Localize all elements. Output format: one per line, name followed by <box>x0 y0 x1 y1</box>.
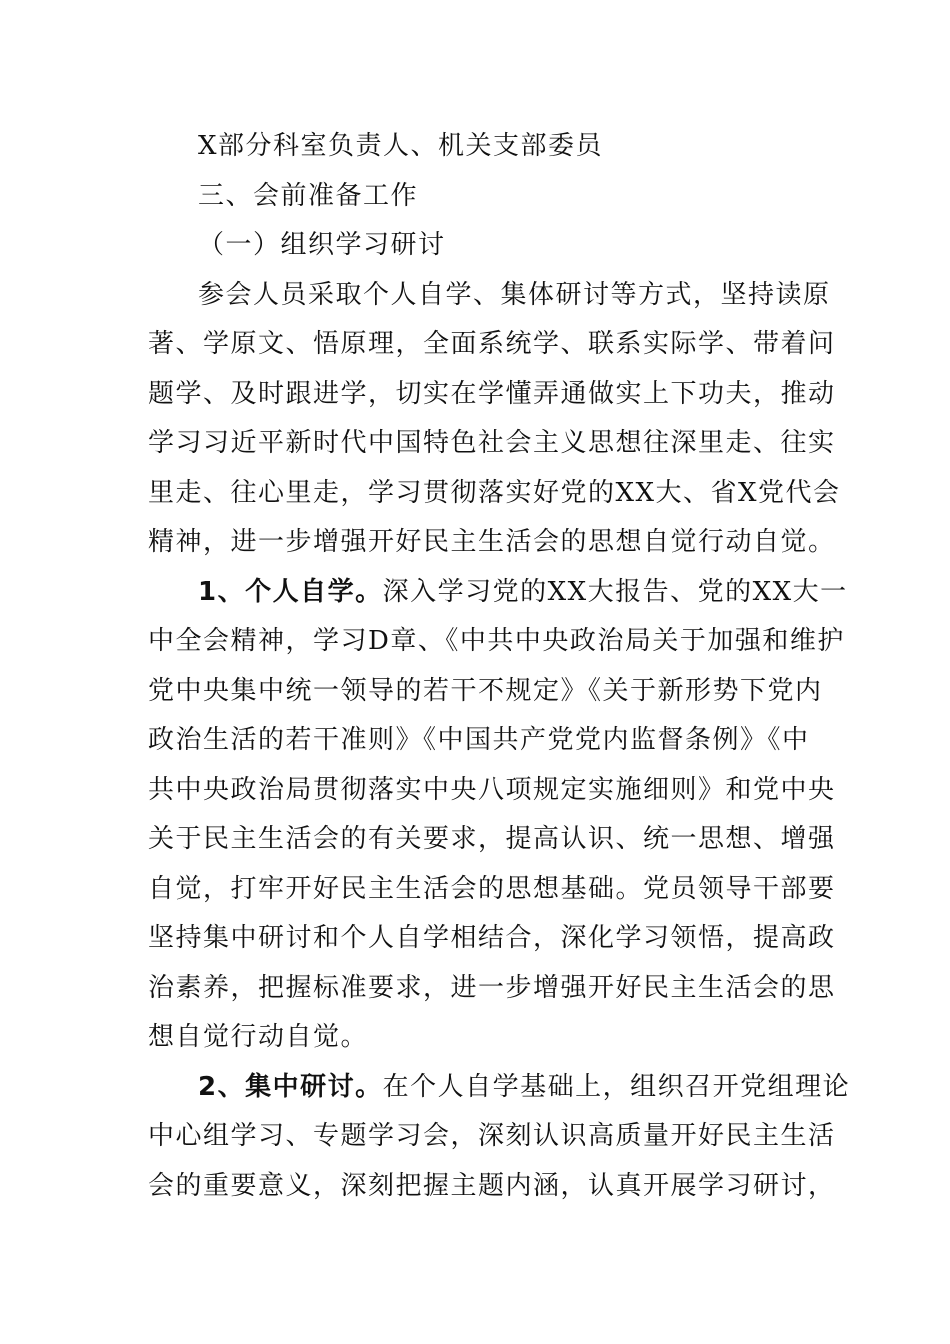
paragraph-line: 政治生活的若干准则》《中国共产党党内监督条例》《中 <box>148 725 810 755</box>
item-first-line <box>148 568 848 618</box>
subsection-heading: （一）组织学习研讨 <box>198 230 446 260</box>
paragraph-line: 关于民主生活会的有关要求，提高认识、统一思想、增强 <box>148 824 836 854</box>
paragraph-line: 中全会精神，学习D章、《中共中央政治局关于加强和维护 <box>148 626 845 656</box>
item-self-study <box>148 568 848 1063</box>
paragraph-line: 题学、及时跟进学，切实在学懂弄通做实上下功夫，推动 <box>148 378 836 409</box>
item-text: 在个人自学基础上，组织召开党组理论 <box>382 1071 851 1102</box>
paragraph-study-methods <box>148 271 841 568</box>
paragraph-line: 自觉，打牢开好民主生活会的思想基础。党员领导干部要 <box>148 873 836 904</box>
paragraph-line: 共中央政治局贯彻落实中央八项规定实施细则》和党中央 <box>148 774 836 805</box>
paragraph-line: 学习习近平新时代中国特色社会主义思想往深里走、往实 <box>148 428 836 458</box>
paragraph-line: 坚持集中研讨和个人自学相结合，深化学习领悟，提高政 <box>148 923 836 953</box>
section-heading: 三、会前准备工作 <box>198 180 419 211</box>
paragraph-line: 党中央集中统一领导的若干不规定》《关于新形势下党内 <box>148 675 823 706</box>
item-first-line <box>148 1063 851 1113</box>
paragraph-line: 会的重要意义，深刻把握主题内涵，认真开展学习研讨， <box>148 1170 836 1201</box>
paragraph-line: 著、学原文、悟原理，全面系统学、联系实际学、带着问 <box>148 329 836 359</box>
paragraph-line: 精神，进一步增强开好民主生活会的思想自觉行动自觉。 <box>148 527 836 557</box>
item-label: 2、集中研讨。 <box>198 1071 383 1102</box>
paragraph-line: 参会人员采取个人自学、集体研讨等方式，坚持读原 <box>198 279 831 310</box>
document-body <box>148 122 851 1211</box>
item-group-discussion <box>148 1063 851 1212</box>
paragraph-line: 里走、往心里走，学习贯彻落实好党的XX大、省X党代会 <box>148 477 841 508</box>
paragraph-line: 治素养，把握标准要求，进一步增强开好民主生活会的思 <box>148 972 836 1003</box>
item-label: 1、个人自学。 <box>198 576 383 607</box>
item-text: 深入学习党的XX大报告、党的XX大一 <box>382 576 848 607</box>
intro-line: X部分科室负责人、机关支部委员 <box>198 131 604 161</box>
paragraph-line: 中心组学习、专题学习会，深刻认识高质量开好民主生活 <box>148 1121 836 1151</box>
paragraph-line: 想自觉行动自觉。 <box>148 1022 369 1052</box>
